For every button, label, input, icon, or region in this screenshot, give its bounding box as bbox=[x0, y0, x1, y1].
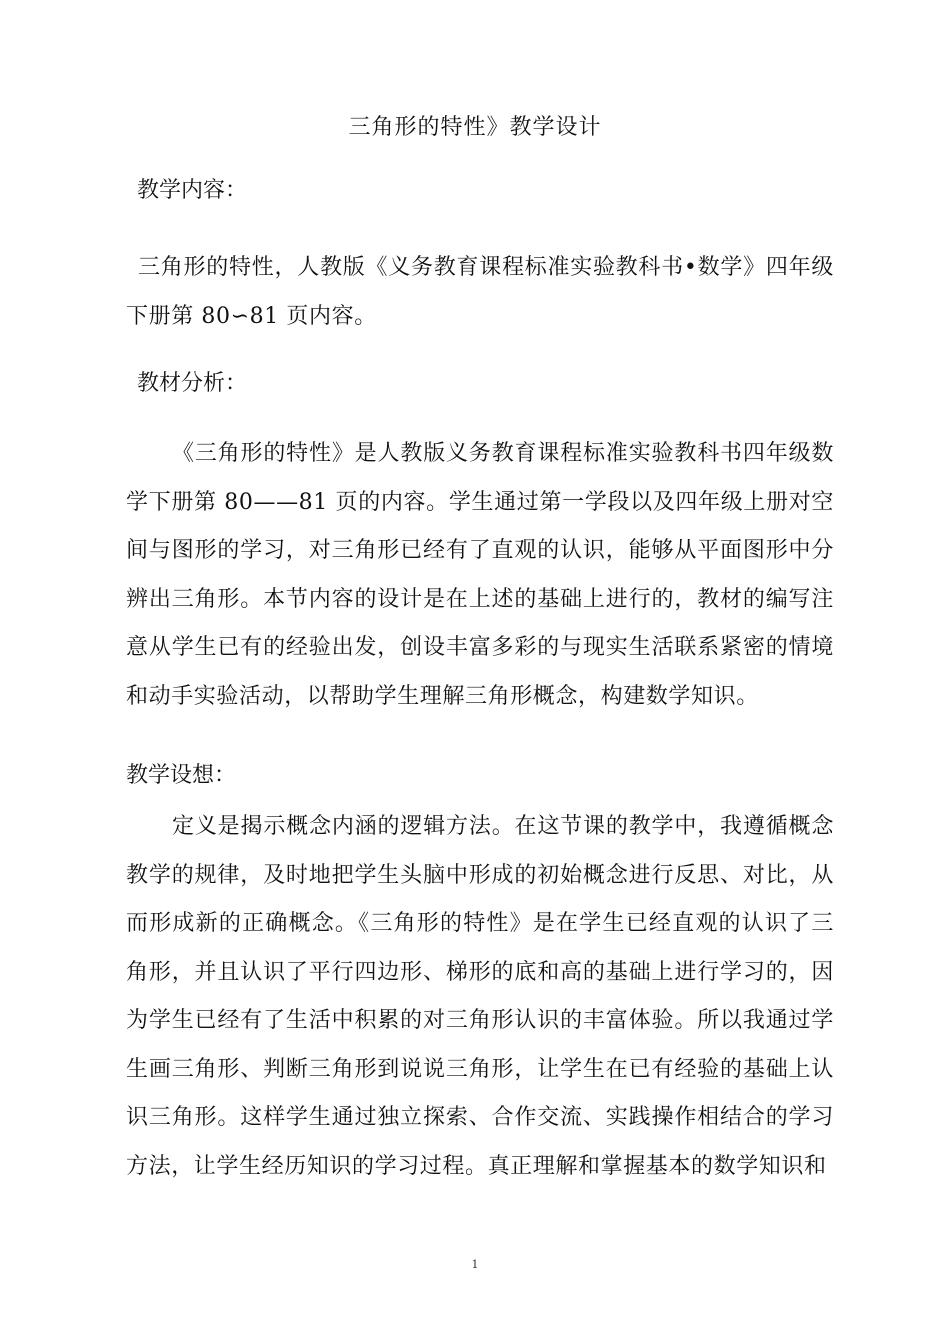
section-paragraph-concept: 定义是揭示概念内涵的逻辑方法。在这节课的教学中，我遵循概念教学的规律，及时地把学生头脑中形成的初始概念进行反思、对比，从而形成新的正确概念。《三角形的特性》是在学生已经直观的认识了三角形，并且认识了平行四边形、梯形的底和高的基础上进行学习的，因为学生已经有了生活中积累的对三角形认识的丰富体验。所以我通过学生画三角形、判断三角形到说说三角形，让学生在已有经验的基础上认识三角形。这样学生通过独立探索、合作交流、实践操作相结合的学习方法，让学生经历知识的学习过程。真正理解和掌握基本的数学知识和 bbox=[126, 814, 834, 1179]
section-heading-concept: 教学设想： bbox=[126, 763, 237, 788]
page-number: 1 bbox=[471, 1258, 479, 1271]
section-paragraph-content: 三角形的特性，人教版《义务教育课程标准实验教科书•数学》四年级下册第 80∽81 页内容。 bbox=[126, 255, 834, 329]
section-heading-analysis: 教材分析： bbox=[137, 371, 248, 396]
section-heading-content: 教学内容： bbox=[137, 178, 248, 203]
document-title: 三角形的特性》教学设计 bbox=[348, 115, 602, 140]
section-paragraph-analysis: 《三角形的特性》是人教版义务教育课程标准实验教科书四年级数学下册第 80——81 页的内容。学生通过第一学段以及四年级上册对空间与图形的学习，对三角形已经有了直观的认识，能够从平面图形中分辨出三角形。本节内容的设计是在上述的基础上进行的，教材的编写注意从学生已有的经验出发，创设丰富多彩的与现实生活联系紧密的情境和动手实验活动，以帮助学生理解三角形概念，构建数学知识。 bbox=[126, 441, 834, 709]
